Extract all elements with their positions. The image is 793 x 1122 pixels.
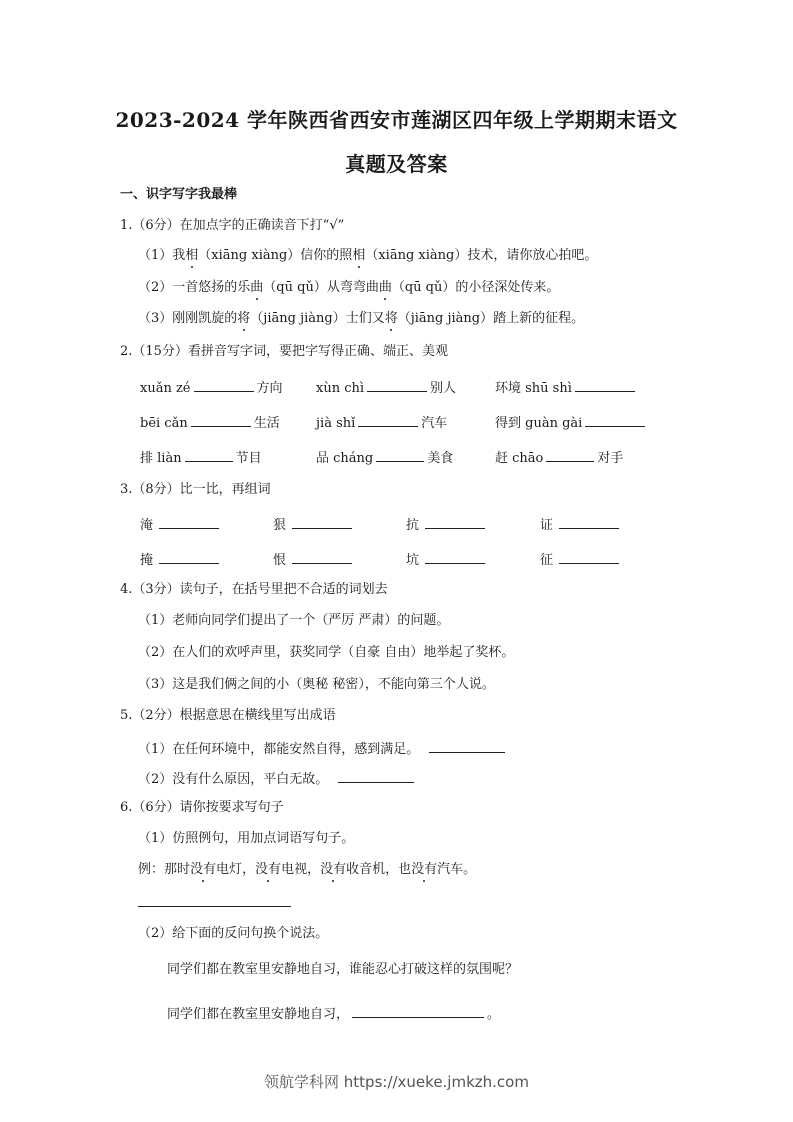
compare-item	[273, 549, 355, 568]
dotted-char: 没有	[190, 862, 217, 877]
pinyin-item	[495, 412, 648, 431]
dotted-char: 将	[384, 311, 398, 326]
pinyin-item	[316, 447, 453, 466]
answer-blank[interactable]	[367, 377, 427, 392]
word: 方向	[256, 381, 283, 396]
text: （3）刚刚凯旋的	[138, 311, 238, 326]
question-1-item-1	[138, 247, 597, 265]
dotted-word	[190, 862, 216, 877]
answer-blank[interactable]	[575, 377, 635, 392]
word: 节目	[235, 451, 262, 466]
answer-blank[interactable]	[191, 412, 251, 427]
answer-blank[interactable]	[425, 549, 485, 564]
text: （qū qǔ）从弯弯曲	[263, 280, 379, 295]
char: 掩	[140, 553, 154, 568]
dotted-char: 没有	[411, 862, 438, 877]
page-title-line2: 真题及答案	[345, 152, 448, 176]
char: 证	[540, 518, 554, 533]
answer-blank[interactable]	[559, 549, 619, 564]
answer-blank[interactable]	[358, 412, 418, 427]
pinyin-item	[495, 447, 623, 466]
dotted-char: 相	[352, 248, 366, 263]
compare-item	[406, 514, 488, 533]
dotted-char: 曲	[250, 280, 264, 295]
pinyin-item	[140, 412, 280, 431]
char: 征	[540, 553, 554, 568]
question-6-stem: 6.（6分）请你按要求写句子	[120, 800, 284, 815]
footer-watermark: 领航学科网 https://xueke.jmkzh.com	[264, 1073, 529, 1091]
text: 汽车。	[437, 862, 477, 877]
text: （qū qǔ）的小径深处传来。	[391, 280, 560, 295]
text: （1）在任何环境中，都能安然自得，感到满足。	[138, 742, 420, 757]
text: （jiāng jiàng）士们又	[250, 311, 385, 326]
answer-blank[interactable]	[194, 377, 254, 392]
pinyin: 赶 chāo	[495, 451, 544, 466]
char: 坑	[406, 553, 420, 568]
answer-blank[interactable]	[546, 447, 594, 462]
word: 汽车	[421, 416, 448, 431]
pinyin: xuǎn zé	[140, 381, 191, 396]
answer-blank[interactable]	[425, 514, 485, 529]
answer-blank[interactable]	[185, 447, 233, 462]
text: 同学们都在教室里安静地自习，	[167, 1007, 350, 1022]
question-6-item-1: （1）仿照例句，用加点词语写句子。	[138, 831, 355, 846]
text: 电灯，	[216, 862, 256, 877]
question-5-item-2	[138, 768, 417, 789]
question-4-stem: 4.（3分）读句子，在括号里把不合适的词划去	[120, 582, 388, 597]
text: 。	[487, 1007, 501, 1022]
compare-item	[540, 549, 622, 568]
compare-item	[140, 514, 222, 533]
question-5-stem: 5.（2分）根据意思在横线里写出成语	[120, 708, 336, 723]
answer-blank[interactable]	[159, 514, 219, 529]
pinyin: 排 liàn	[140, 451, 182, 466]
rhetorical-question: 同学们都在教室里安静地自习，谁能忍心打破这样的氛围呢？	[167, 962, 519, 977]
pinyin-item	[316, 412, 447, 431]
answer-blank[interactable]	[292, 514, 352, 529]
pinyin-item	[140, 447, 262, 466]
answer-blank[interactable]	[429, 738, 505, 753]
word: 生活	[253, 416, 280, 431]
pinyin: 品 cháng	[316, 451, 374, 466]
example-sentence	[138, 861, 476, 879]
text: 收音机，也	[346, 862, 412, 877]
answer-blank[interactable]	[376, 447, 424, 462]
question-6-item-2: （2）给下面的反问句换个说法。	[138, 926, 329, 941]
rewrite-answer	[167, 1003, 500, 1024]
answer-blank[interactable]	[559, 514, 619, 529]
dotted-char: 将	[237, 311, 251, 326]
question-4-item-2: （2）在人们的欢呼声里，获奖同学（自豪 自由）地举起了奖杯。	[138, 645, 515, 660]
char: 抗	[406, 518, 420, 533]
answer-blank[interactable]	[292, 549, 352, 564]
question-1-item-2	[138, 279, 559, 297]
text: （xiāng xiàng）信你的照	[198, 248, 353, 263]
answer-line[interactable]	[138, 906, 291, 907]
question-5-item-1	[138, 738, 508, 759]
question-2-stem: 2.（15分）看拼音写字词，要把字写得正确、端正、美观	[120, 344, 448, 359]
question-1-stem: 1.（6分）在加点字的正确读音下打“√”	[120, 218, 345, 233]
text: （2）没有什么原因，平白无故。	[138, 772, 329, 787]
question-4-item-3: （3）这是我们俩之间的小（奥秘 秘密），不能向第三个人说。	[138, 677, 495, 692]
dotted-char: 没有	[255, 862, 282, 877]
answer-blank[interactable]	[352, 1003, 484, 1018]
text: 电视，	[281, 862, 321, 877]
section-heading: 一、识字写字我最棒	[120, 187, 238, 202]
compare-item	[540, 514, 622, 533]
dotted-char: 相	[185, 248, 199, 263]
answer-blank[interactable]	[159, 549, 219, 564]
answer-blank[interactable]	[585, 412, 645, 427]
text: 例：那时	[138, 862, 191, 877]
pinyin: 得到 guàn gài	[495, 416, 583, 431]
pinyin: 环境 shū shì	[495, 381, 572, 396]
text: （1）我	[138, 248, 186, 263]
char: 狠	[273, 518, 287, 533]
pinyin: bēi cǎn	[140, 416, 188, 431]
text: （2）一首悠扬的乐	[138, 280, 251, 295]
compare-item	[406, 549, 488, 568]
dotted-char: 没有	[320, 862, 347, 877]
word: 对手	[597, 451, 624, 466]
pinyin-item	[140, 377, 283, 396]
compare-item	[140, 549, 222, 568]
word: 美食	[427, 451, 454, 466]
pinyin: jià shǐ	[316, 416, 356, 431]
word: 别人	[430, 381, 457, 396]
pinyin-item	[495, 377, 638, 396]
dotted-char: 曲	[378, 280, 392, 295]
text: （xiāng xiàng）技术，请你放心拍吧。	[365, 248, 598, 263]
compare-item	[273, 514, 355, 533]
char: 淹	[140, 518, 154, 533]
pinyin-item	[316, 377, 456, 396]
question-3-stem: 3.（8分）比一比，再组词	[120, 482, 271, 497]
question-1-item-3	[138, 310, 584, 328]
pinyin: xùn chì	[316, 381, 365, 396]
question-4-item-1: （1）老师向同学们提出了一个（严厉 严肃）的问题。	[138, 613, 450, 628]
page-title-line1: 2023-2024 学年陕西省西安市莲湖区四年级上学期期末语文	[115, 108, 678, 132]
text: （jiāng jiàng）踏上新的征程。	[397, 311, 585, 326]
answer-blank[interactable]	[338, 768, 414, 783]
char: 恨	[273, 553, 287, 568]
